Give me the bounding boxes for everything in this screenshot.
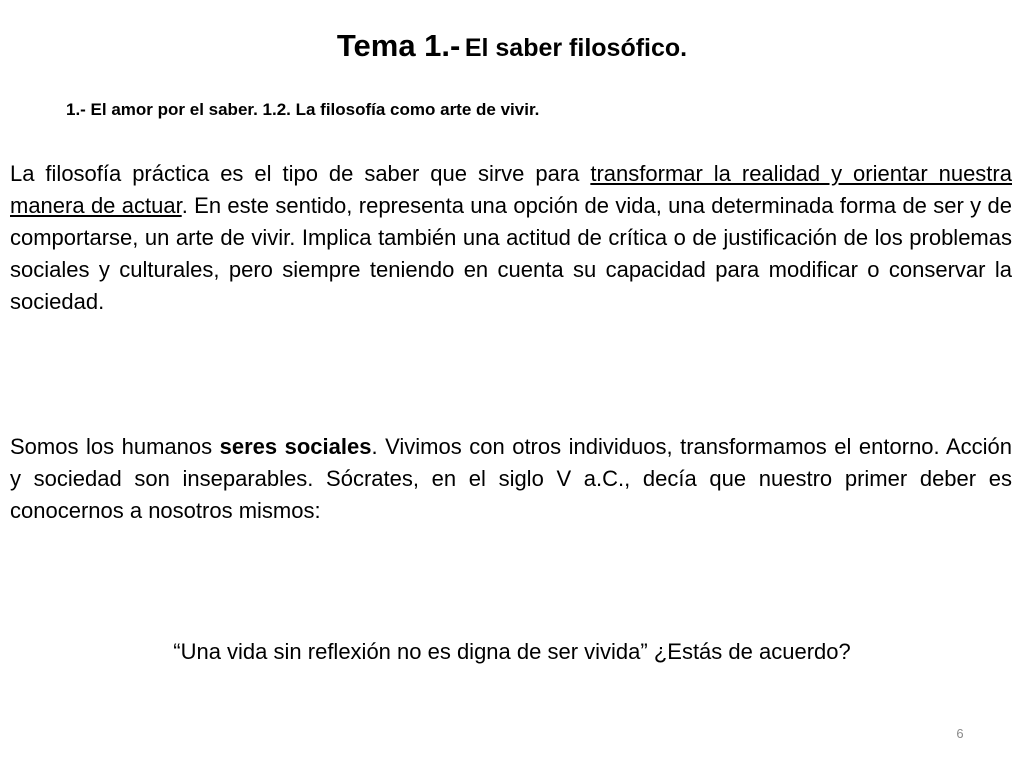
paragraph1-rest: . En este sentido, representa una opción de vida, una determinada forma de ser y de comportarse, un arte de vivir. Implica también una actitud de crítica o de justificación de los problemas sociales y culturales, pero siempre teniendo en cuenta su capacidad para modificar o conservar la sociedad. (10, 193, 1012, 314)
paragraph-social-beings (10, 431, 1012, 527)
paragraph1-underlined-phrase: transformar la realidad y orientar nuestra manera de actuar (10, 161, 1012, 218)
slide-title (0, 28, 1024, 64)
slide-subtitle: 1.- El amor por el saber. 1.2. La filosofía como arte de vivir. (66, 100, 540, 119)
title-main: Tema 1.- (336, 28, 461, 63)
page-number: 6 (956, 726, 964, 741)
paragraph-practical-philosophy (10, 158, 1012, 318)
paragraph2-bold-phrase: seres sociales (219, 434, 372, 459)
paragraph2-rest: . Vivimos con otros individuos, transformamos el entorno. Acción y sociedad son inseparables. Sócrates, en el siglo V a.C., decía que nuestro primer deber es conocernos a nosotros mismos: (10, 434, 1012, 523)
socrates-quote: “Una vida sin reflexión no es digna de ser vivida” ¿Estás de acuerdo? (173, 639, 851, 664)
paragraph1-lead: La filosofía práctica es el tipo de saber que sirve para (10, 161, 591, 186)
paragraph2-lead: Somos los humanos (10, 434, 220, 459)
title-rest: El saber filosófico. (464, 34, 688, 62)
